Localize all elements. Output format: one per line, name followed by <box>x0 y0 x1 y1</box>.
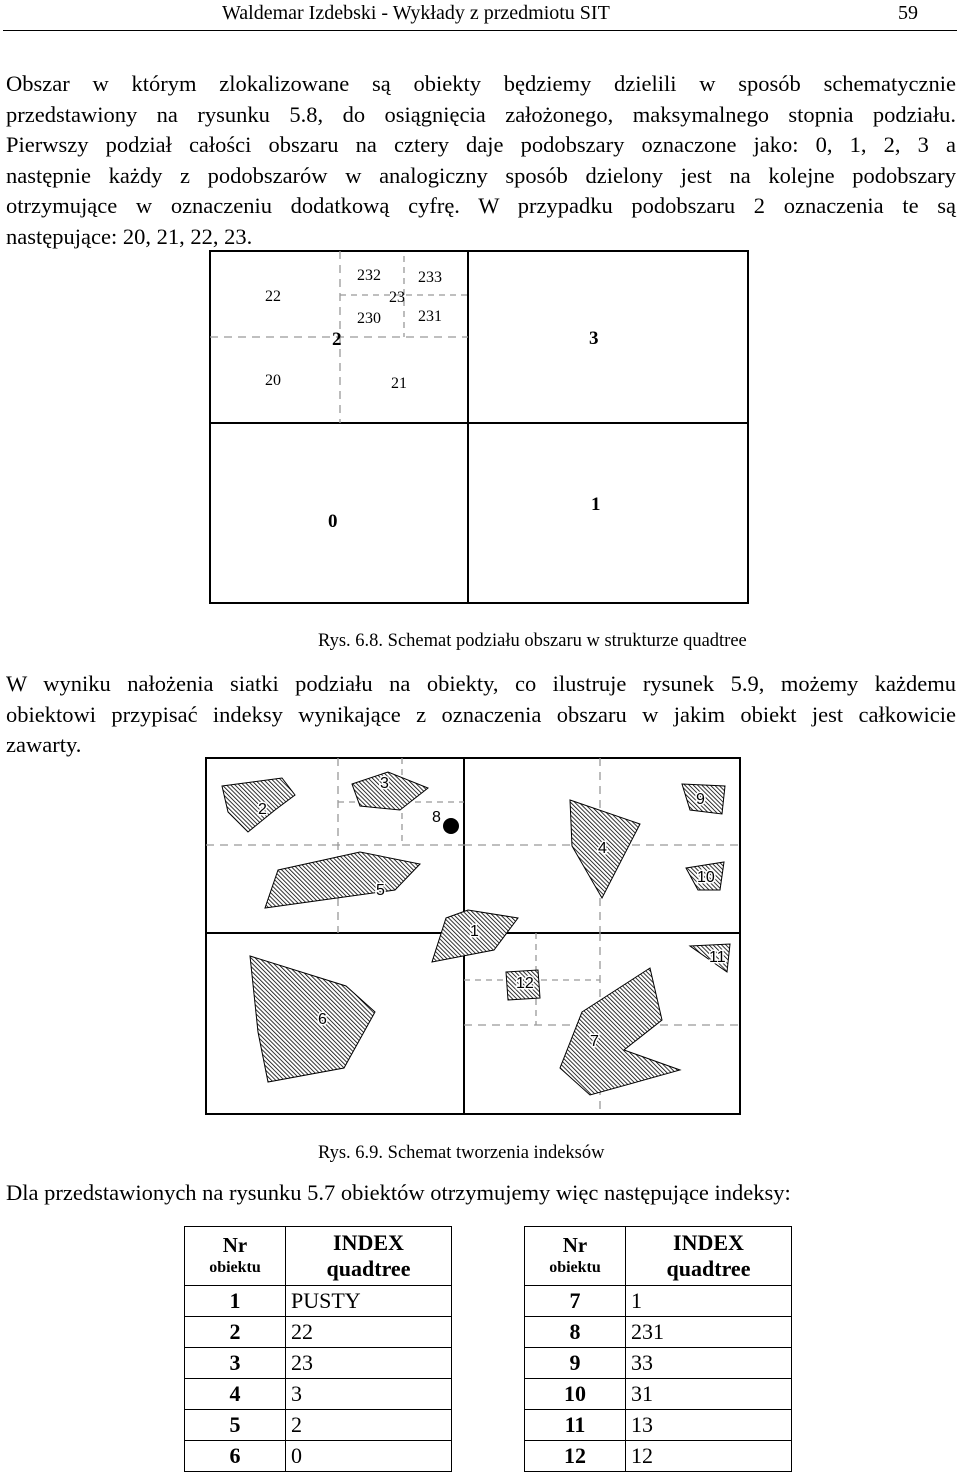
column-header-index <box>626 1227 792 1286</box>
text-line: Pierwszy podział całości obszaru na cztery daje podobszary oznaczone jako: 0, 1, 2, 3 a <box>6 132 956 157</box>
label-2: 2 <box>332 329 342 350</box>
label-20: 20 <box>265 372 281 389</box>
cell-index: 23 <box>286 1348 452 1379</box>
column-header-nr <box>185 1227 286 1286</box>
page-number: 59 <box>898 2 918 24</box>
table-header-row <box>525 1227 792 1286</box>
cell-index: 12 <box>626 1441 792 1472</box>
index-table-right <box>524 1226 792 1472</box>
object-label-4: 4 <box>598 840 607 857</box>
label-231: 231 <box>418 308 442 325</box>
table-row <box>525 1410 792 1441</box>
cell-nr: 8 <box>525 1317 626 1348</box>
label-1: 1 <box>591 494 601 515</box>
object-label-10: 10 <box>697 869 715 886</box>
index-figure <box>0 750 960 1120</box>
table-row <box>185 1441 452 1472</box>
object-3 <box>352 772 428 810</box>
index-table-left <box>184 1226 452 1472</box>
object-label-12: 12 <box>516 975 534 992</box>
cell-index: 22 <box>286 1317 452 1348</box>
column-header-nr <box>525 1227 626 1286</box>
cell-index: 31 <box>626 1379 792 1410</box>
cell-nr: 1 <box>185 1286 286 1317</box>
object-label-8: 8 <box>432 809 441 826</box>
object-label-6: 6 <box>318 1011 327 1028</box>
table-row <box>185 1317 452 1348</box>
header-nr-sub: obiektu <box>209 1259 261 1276</box>
cell-index: PUSTY <box>286 1286 452 1317</box>
table-row <box>185 1348 452 1379</box>
table-row <box>525 1348 792 1379</box>
label-0: 0 <box>328 511 338 532</box>
label-21: 21 <box>391 375 407 392</box>
cell-nr: 5 <box>185 1410 286 1441</box>
cell-index: 0 <box>286 1441 452 1472</box>
text-line: obiektowi przypisać indeksy wynikające z oznaczenia obszaru w jakim obiekt jest całkowicie <box>6 701 956 727</box>
intro-paragraph <box>6 69 956 252</box>
label-233: 233 <box>418 269 442 286</box>
cell-index: 1 <box>626 1286 792 1317</box>
label-3: 3 <box>589 328 599 349</box>
column-header-index <box>286 1227 452 1286</box>
figure-frame <box>210 251 748 603</box>
header-rule <box>3 30 957 31</box>
cell-nr: 2 <box>185 1317 286 1348</box>
header-index-sub: quadtree <box>326 1256 411 1281</box>
page-header <box>0 0 960 34</box>
table-header-row <box>185 1227 452 1286</box>
figure-caption-6-9: Rys. 6.9. Schemat tworzenia indeksów <box>318 1143 605 1163</box>
cell-index: 231 <box>626 1317 792 1348</box>
object-label-2: 2 <box>258 801 267 818</box>
cell-nr: 4 <box>185 1379 286 1410</box>
text-line: przedstawiony na rysunku 5.8, do osiągnięcia założonego, maksymalnego stopnia podziału. <box>6 101 956 127</box>
header-index: INDEX <box>333 1230 404 1255</box>
indexes-intro: Dla przedstawionych na rysunku 5.7 obiektów otrzymujemy więc następujące indeksy: <box>6 1180 791 1205</box>
text-line: następnie każdy z podobszarów w analogiczny sposób dzielony jest na kolejne podobszary <box>6 162 956 188</box>
cell-nr: 6 <box>185 1441 286 1472</box>
cell-index: 3 <box>286 1379 452 1410</box>
cell-nr: 12 <box>525 1441 626 1472</box>
header-title: Waldemar Izdebski - Wykłady z przedmiotu SIT <box>222 2 610 24</box>
header-nr-sub: obiektu <box>549 1259 601 1276</box>
object-label-5: 5 <box>376 882 385 899</box>
object-label-9: 9 <box>696 791 705 808</box>
table-row <box>185 1379 452 1410</box>
object-6 <box>250 956 375 1082</box>
cell-nr: 7 <box>525 1286 626 1317</box>
header-index-sub: quadtree <box>666 1256 751 1281</box>
object-8 <box>443 818 459 834</box>
cell-nr: 10 <box>525 1379 626 1410</box>
cell-index: 2 <box>286 1410 452 1441</box>
cell-index: 33 <box>626 1348 792 1379</box>
text-line: zawarty. <box>6 732 82 757</box>
quadtree-figure <box>0 240 960 640</box>
text-line: otrzymujące w oznaczeniu dodatkową cyfrę. W przypadku podobszaru 2 oznaczenia te są <box>6 193 956 218</box>
cell-index: 13 <box>626 1410 792 1441</box>
table-row <box>185 1410 452 1441</box>
text-line: następujące: 20, 21, 22, 23. <box>6 223 253 249</box>
header-nr: Nr <box>562 1233 588 1257</box>
table-row <box>185 1286 452 1317</box>
label-23: 23 <box>389 289 405 306</box>
label-22: 22 <box>265 288 281 305</box>
object-label-11: 11 <box>709 949 726 966</box>
text-line: W wyniku nałożenia siatki podziału na obiekty, co ilustruje rysunek 5.9, możemy każdemu <box>6 671 956 696</box>
table-row <box>525 1317 792 1348</box>
label-230: 230 <box>357 310 381 327</box>
grid-paragraph <box>6 669 956 761</box>
figure-caption-6-8: Rys. 6.8. Schemat podziału obszaru w strukturze quadtree <box>318 631 747 651</box>
object-7 <box>560 968 680 1095</box>
cell-nr: 3 <box>185 1348 286 1379</box>
object-label-1: 1 <box>470 923 479 940</box>
table-row <box>525 1379 792 1410</box>
header-index: INDEX <box>673 1230 744 1255</box>
object-label-7: 7 <box>590 1033 599 1050</box>
table-row <box>525 1441 792 1472</box>
table-row <box>525 1286 792 1317</box>
text-line: Obszar w którym zlokalizowane są obiekty będziemy dzielili w sposób schematycznie <box>6 71 956 96</box>
object-5 <box>265 852 420 908</box>
cell-nr: 11 <box>525 1410 626 1441</box>
object-label-3: 3 <box>380 775 389 792</box>
cell-nr: 9 <box>525 1348 626 1379</box>
label-232: 232 <box>357 267 381 284</box>
header-nr: Nr <box>222 1233 248 1257</box>
